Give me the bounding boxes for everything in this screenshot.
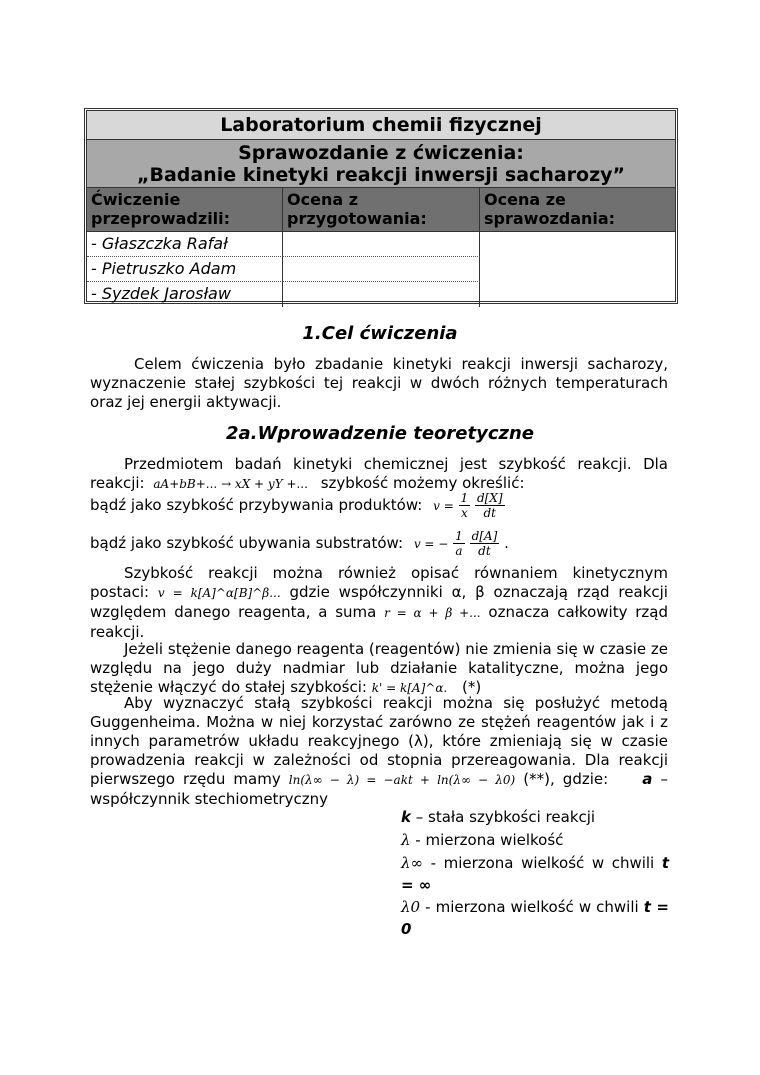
substrate-rate-label: bądź jako szybkość ubywania substratów:: [90, 534, 404, 552]
order-sum-formula: r = α + β +...: [384, 606, 481, 620]
intro-reaction-label: reakcji:: [90, 474, 145, 492]
col-report-grade: Ocena ze sprawozdania:: [480, 188, 675, 232]
reaction-formula: aA+bB+... → xX + yY +...: [153, 477, 308, 491]
lab-title: Laboratorium chemii fizycznej: [87, 111, 675, 140]
product-rate-label: bądź jako szybkość przybywania produktów:: [90, 496, 423, 514]
kinetic-equation-formula: v = k[A]^α[B]^β...: [157, 586, 281, 600]
substrate-rate-line: bądź jako szybkość ubywania substratów: v = − $\frac{1}{a}$ $\frac{d[A]}{dt}$ .: [90, 529, 509, 558]
col-prep-grade: Ocena z przygotowania:: [283, 188, 480, 232]
author-row: - Syzdek Jarosław: [87, 282, 283, 307]
legend-item: λ - mierzona wielkość: [401, 831, 564, 849]
prep-grade-cell: [283, 232, 480, 257]
prep-grade-cell: [283, 257, 480, 282]
report-title: [87, 140, 675, 188]
substrate-rate-frac2: $\frac{d[A]}{dt}$: [471, 529, 498, 558]
intro-line1: Przedmiotem badań kinetyki chemicznej jest szybkość reakcji. Dla: [124, 455, 668, 473]
legend-item: λ0 - mierzona wielkość w chwili t = 0: [401, 898, 669, 938]
pseudo-order-formula: k' = k[A]^α.: [371, 681, 448, 695]
report-header-table: [84, 108, 678, 304]
section1-heading: 1.Cel ćwiczenia: [302, 323, 458, 344]
legend-a-symbol: a: [642, 770, 653, 788]
legend-a-text: – współczynnik stechiometryczny: [90, 770, 668, 808]
guggenheim-paragraph: Aby wyznaczyć stałą szybkości reakcji można się posłużyć metodą Guggenheima. Można w niej korzystać zarówno ze stężeń reagentów jak i z innych parametrów układu reakcyjnego (λ), które zmieniają się w czasie prowadzenia reakcji w zależności od stopnia przereagowania. Dla reakcji pierwszego rzędu mamy ln(λ∞ − λ) = −akt + ln(λ∞ − λ0) (**), gdzie: a – współczynnik stechiometryczny: [90, 694, 668, 808]
product-rate-frac2: $\frac{d[X]}{dt}$: [476, 491, 503, 520]
legend-item: λ∞ - mierzona wielkość w chwili t = ∞: [401, 854, 669, 894]
product-rate-line: [90, 491, 505, 520]
section2-heading: 2a.Wprowadzenie teoretyczne: [225, 423, 535, 444]
kinetic-equation-paragraph: Szybkość reakcji można również opisać równaniem kinetycznym postaci: v = k[A]^α[B]^β... gdzie współczynniki α, β oznaczają rząd reakcji względem danego reagenta, a suma r = α + β +... oznacza całkowity rząd reakcji.: [90, 564, 668, 641]
author-row: - Głaszczka Rafał: [87, 232, 283, 257]
intro-line2: [90, 474, 525, 492]
col-performers: Ćwiczenie przeprowadzili:: [87, 188, 283, 232]
intro-rate-text: szybkość możemy określić:: [320, 474, 525, 492]
product-rate-lhs: v =: [433, 499, 454, 513]
report-title-line1: Sprawozdanie z ćwiczenia:: [238, 142, 524, 164]
report-title-line2: „Badanie kinetyki reakcji inwersji sacharozy”: [136, 164, 626, 186]
product-rate-frac1: $\frac{1}{x}$: [460, 491, 469, 520]
prep-grade-cell: [283, 282, 480, 307]
section1-text: Celem ćwiczenia było zbadanie kinetyki reakcji inwersji sacharozy, wyznaczenie stałej szybkości tej reakcji w dwóch różnych temperaturach oraz jej energii aktywacji.: [90, 355, 668, 411]
substrate-rate-frac1: $\frac{1}{a}$: [455, 529, 463, 558]
author-row: - Pietruszko Adam: [87, 257, 283, 282]
guggenheim-formula: ln(λ∞ − λ) = −akt + ln(λ∞ − λ0): [288, 773, 516, 787]
legend-item: k – stała szybkości reakcji: [401, 808, 596, 826]
substrate-rate-lhs: v = −: [413, 537, 449, 551]
pseudo-order-paragraph: Jeżeli stężenie danego reagenta (reagentów) nie zmienia się w czasie ze względu na jego duży nadmiar lub działanie katalityczne, można jego stężenie włączyć do stałej szybkości: k' = k[A]^α. (*): [90, 640, 668, 696]
